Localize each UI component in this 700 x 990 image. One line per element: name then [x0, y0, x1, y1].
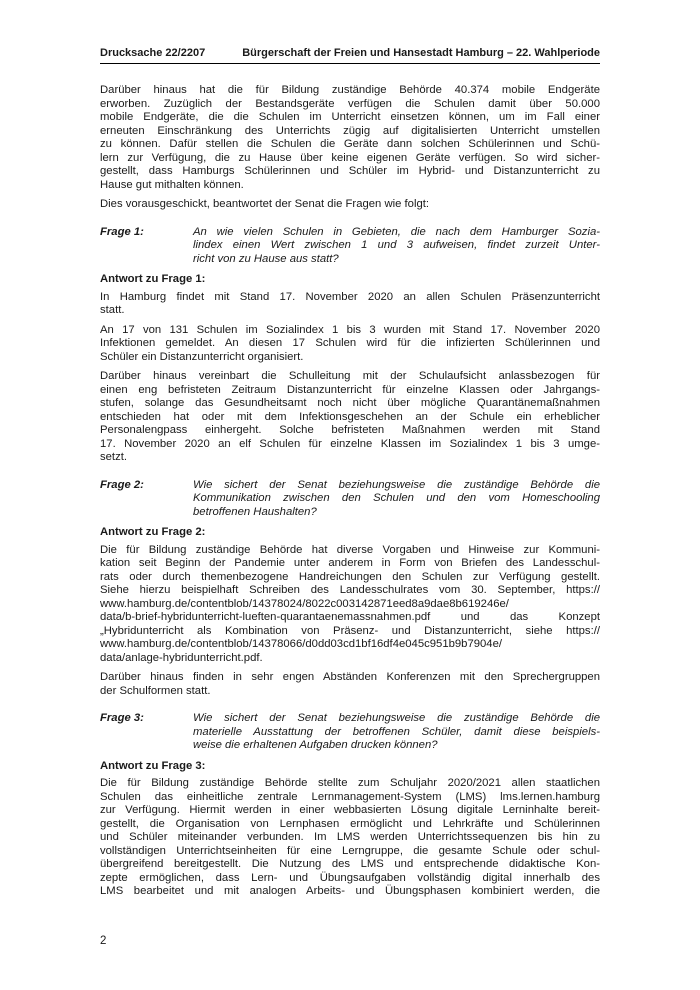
- answer-1-paragraph-2: An 17 von 131 Schulen im Sozialindex 1 bis 3 wurden mit Stand 17. November 2020 Infektionen gemeldet. An diesen 17 Schulen wird für die infizierten Schülerinnen und Schüler ein Distanzunterricht organisiert.: [100, 323, 600, 363]
- page-header: [100, 47, 600, 59]
- answer-1-paragraph-3: Darüber hinaus vereinbart die Schulleitung mit der Schulaufsicht anlassbezogen für einen eng befristeten Zeitraum Distanzunterricht für einzelne Klassen oder Jahrgangs- stufen, solange das Gesundheitsamt noch nicht über mögliche Quarantänemaßnahmen entschieden hat oder mit dem Infektionsgeschehen an der Schule ein erheblicher Personalengpass einhergeht. Solche befristeten Maßnahmen werden mit Stand 17. November 2020 an elf Schulen für einzelne Klassen im Sozialindex 1 bis 3 umge- setzt.: [100, 370, 600, 463]
- parliament-title: Bürgerschaft der Freien und Hansestadt Hamburg – 22. Wahlperiode: [242, 47, 600, 59]
- question-1: [100, 226, 600, 267]
- answer-3-heading: Antwort zu Frage 3:: [100, 759, 206, 772]
- answer-2-paragraph-1: Die für Bildung zuständige Behörde hat diverse Vorgaben und Hinweise zur Kommuni- kation seit Beginn der Pandemie unter anderem in Form von Briefen des Landesschul- rats oder durch themenbezogene Handreichungen den Schulen zur Verfügung gestellt. Siehe hierzu beispielhaft Schreiben des Landesschulrates vom 30. September, https:// www.hamburg.de/contentblob/14378024/8022c003142871eed8a9dae8b619246e/ data/b-brief-hybridunterricht-lueften-quarantaenemassnahmen.pdf und das Konzept „Hybridunterricht als Kombination von Präsenz- und Distanzunterricht, siehe https:// www.hamburg.de/contentblob/14378066/d0dd03cd1bf16df4e045c951b9b7904e/ data/anlage-hybridunterricht.pdf.: [100, 543, 600, 664]
- question-1-text: An wie vielen Schulen in Gebieten, die nach dem Hamburger Sozia- lindex einen Wert zwischen 1 und 3 aufweisen, findet zurzeit Unter- richt von zu Hause aus statt?: [193, 225, 600, 265]
- header-rule: [100, 63, 600, 64]
- question-2-text: Wie sichert der Senat beziehungsweise die zuständige Behörde die Kommunikation zwischen den Schulen und den vom Homeschooling betroffenen Haushalten?: [193, 478, 600, 518]
- intro-paragraph-1: Darüber hinaus hat die für Bildung zuständige Behörde 40.374 mobile Endgeräte erworben. Zuzüglich der Bestandsgeräte verfügen die Schulen damit über 50.000 mobile Endgeräte, die die Schulen im Unterricht einsetzen können, um im Fall einer erneuten Einschränkung des Unterrichts zügig auf digitalisierten Unterricht umstellen zu können. Dafür stellen die Schulen die Geräte dann solchen Schülerinnen und Schü- lern zur Verfügung, die zu Hause über keine eigenen Geräte verfügen. So wird sicher- gestellt, dass Hamburgs Schülerinnen und Schüler im Hybrid- und Distanzunterricht zu Hause gut mithalten können.: [100, 84, 600, 191]
- answer-2-heading: Antwort zu Frage 2:: [100, 526, 206, 538]
- question-3: [100, 712, 600, 753]
- question-2: [100, 479, 600, 520]
- document-number: Drucksache 22/2207: [100, 47, 206, 59]
- question-2-label: Frage 2:: [100, 478, 144, 491]
- question-1-label: Frage 1:: [100, 225, 144, 238]
- answer-3-paragraph-1: Die für Bildung zuständige Behörde stellte zum Schuljahr 2020/2021 allen staatlichen Schulen das einheitliche zentrale Lernmanagement-System (LMS) lms.lernen.hamburg zur Verfügung. Hiermit werden in einer webbasierten Lösung digitale Lerninhalte bereit- gestellt, die Organisation von Lernphasen ermöglicht und Lehrkräfte und Schülerinnen und Schüler miteinander verbunden. Im LMS werden Unterrichtssequenzen bis hin zu vollständigen Unterrichtseinheiten für eine Lerngruppe, die gesamte Schule oder schul- übergreifend bereitgestellt. Die Nutzung des LMS und entsprechende didaktische Kon- zepte ermöglichen, dass Lern- und Übungsaufgaben vollständig digital innerhalb des LMS bearbeitet und mit analogen Arbeits- und Übungsphasen kombiniert werden, die: [100, 777, 600, 897]
- answer-1-paragraph-1: In Hamburg findet mit Stand 17. November 2020 an allen Schulen Präsenzunterricht statt.: [100, 290, 600, 316]
- answer-2-paragraph-2: Darüber hinaus finden in sehr engen Abständen Konferenzen mit den Sprechergruppen der Schulformen statt.: [100, 671, 600, 697]
- page-number: 2: [100, 935, 107, 947]
- question-3-text: Wie sichert der Senat beziehungsweise die zuständige Behörde die materielle Ausstattung der betroffenen Schüler, damit diese beispiels- weise die erhaltenen Aufgaben drucken können?: [193, 712, 600, 751]
- question-3-label: Frage 3:: [100, 712, 144, 724]
- answer-1-heading: Antwort zu Frage 1:: [100, 273, 206, 285]
- document-body: [100, 84, 600, 905]
- intro-paragraph-2: Dies vorausgeschickt, beantwortet der Senat die Fragen wie folgt:: [100, 198, 430, 210]
